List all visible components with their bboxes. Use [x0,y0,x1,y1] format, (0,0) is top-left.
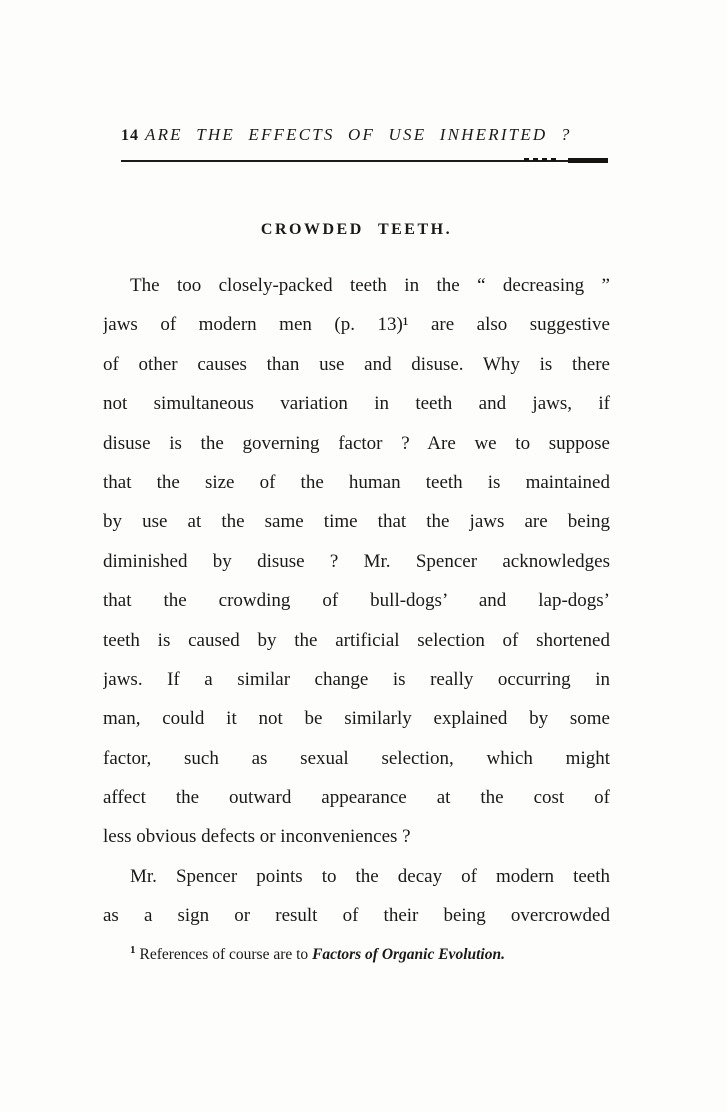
text-line: The too closely-packed teeth in the “ decreasing ” [130,275,610,296]
running-title: ARE THE EFFECTS OF USE INHERITED ? [145,125,572,144]
section-heading: CROWDED TEETH. [260,221,453,238]
footnote-work-title: Factors of Organic Evolution. [312,946,505,964]
text-line: factor, such as sexual selection, which might [103,747,610,769]
footnote-marker: 1 [130,944,136,956]
text-line: that the size of the human teeth is maintained [103,471,610,493]
text-line: diminished by disuse ? Mr. Spencer acknowledges [103,550,610,572]
text-line: of other causes than use and disuse. Why is there [103,353,610,375]
footnote-text: References of course are to [139,946,313,964]
running-head [121,125,609,145]
text-line: disuse is the governing factor ? Are we to suppose [103,432,610,454]
text-line: that the crowding of bull-dogs’ and lap-dogs’ [103,590,610,612]
paragraph [103,266,610,857]
text-line: man, could it not be similarly explained by some [103,708,610,730]
header-rule [121,160,608,162]
text-line: teeth is caused by the artificial selection of shortened [103,629,610,651]
paragraph [103,857,610,936]
page-number: 14 [121,127,139,144]
body-text [103,266,610,936]
text-line: jaws. If a similar change is really occurring in [103,668,610,690]
text-line: not simultaneous variation in teeth and jaws, if [103,393,610,415]
text-line: jaws of modern men (p. 13)¹ are also suggestive [103,314,610,336]
text-line: less obvious defects or inconveniences ? [103,826,411,848]
footnote [103,939,610,966]
text-line: as a sign or result of their being overcrowded [103,905,610,927]
text-line: affect the outward appearance at the cost of [103,787,610,809]
text-line: by use at the same time that the jaws are being [103,511,610,533]
text-line: Mr. Spencer points to the decay of modern teeth [130,865,610,887]
